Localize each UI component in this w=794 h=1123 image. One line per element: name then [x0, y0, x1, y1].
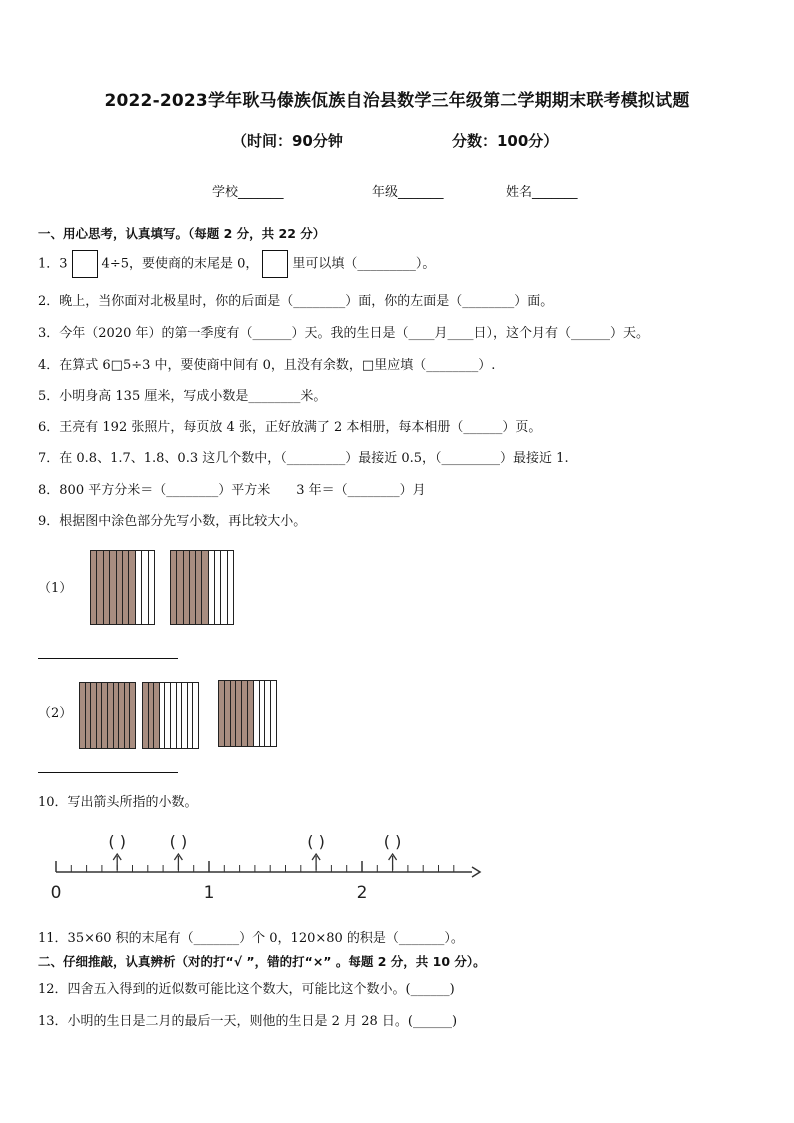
axis-label: 2 [356, 883, 368, 903]
question-2: 2．晚上，当你面对北极星时，你的后面是（________）面，你的左面是（________）面。 [38, 294, 554, 309]
shaded-strip [130, 683, 135, 748]
question-3: 3．今年（2020 年）的第一季度有（______）天。我的生日是（____月____日），这个月有（______）天。 [38, 326, 649, 341]
answer-line [38, 658, 178, 659]
question-11: 11．35×60 积的末尾有（_______）个 0，120×80 的积是（_______）。 [38, 931, 464, 946]
page-title: 2022-2023学年耿马傣族佤族自治县数学三年级第二学期期末联考模拟试题 [104, 91, 690, 111]
axis-arrowhead [472, 867, 480, 877]
shaded-grid-figure [90, 550, 155, 625]
question-12: 12．四舍五入得到的近似数可能比这个数大，可能比这个数小。(______) [38, 982, 455, 997]
part-2-label: （2） [38, 706, 73, 721]
section-1-heading: 一、用心思考，认真填写。（每题 2 分，共 22 分） [38, 226, 326, 241]
blank-box [262, 250, 288, 278]
question-1-middle: 4÷5，要使商的末尾是 0， [101, 256, 259, 272]
part-1-label: （1） [38, 581, 73, 596]
section-2-heading: 二、仔细推敲，认真辨析（对的打“√ ”，错的打“×” 。每题 2 分，共 10 分）。 [38, 954, 486, 969]
shaded-grid-figure [170, 550, 234, 625]
exam-score: 分数：100分） [452, 132, 559, 150]
blank-strip [193, 683, 198, 748]
blank-strip [271, 681, 276, 746]
answer-parentheses: ( ) [307, 832, 325, 851]
axis-label: 0 [50, 883, 62, 903]
question-13: 13．小明的生日是二月的最后一天，则他的生日是 2 月 28 日。(______) [38, 1014, 458, 1029]
shaded-grid-figure [142, 682, 199, 749]
question-1 [38, 250, 435, 278]
question-1-prefix: 1．3 [38, 256, 68, 272]
question-6: 6．王亮有 192 张照片，每页放 4 张，正好放满了 2 本相册，每本相册（______）页。 [38, 420, 542, 435]
question-7: 7．在 0.8、1.7、1.8、0.3 这几个数中，（_________）最接近 0.5，（_________）最接近 1. [38, 451, 569, 466]
question-4: 4．在算式 6□5÷3 中，要使商中间有 0，且没有余数，□里应填（________）. [38, 358, 496, 373]
question-1-suffix: 里可以填（_________）。 [292, 256, 436, 272]
question-9: 9．根据图中涂色部分先写小数，再比较大小。 [38, 514, 307, 529]
question-5: 5．小明身高 135 厘米，写成小数是________米。 [38, 389, 327, 404]
answer-line [38, 772, 178, 773]
answer-parentheses: ( ) [169, 832, 188, 851]
answer-parentheses: ( ) [108, 832, 126, 851]
exam-time: （时间：90分钟 [232, 132, 343, 150]
name-field: 姓名_______ [506, 185, 578, 200]
number-line [40, 826, 485, 904]
school-field: 学校_______ [212, 185, 284, 200]
shaded-grid-figure [79, 682, 136, 749]
shaded-grid-figure [218, 680, 277, 747]
question-8: 8．800 平方分米＝（________）平方米 3 年＝（________）月 [38, 483, 426, 498]
blank-strip [228, 551, 233, 624]
grade-field: 年级_______ [372, 185, 444, 200]
blank-strip [149, 551, 154, 624]
axis-label: 1 [203, 883, 215, 903]
answer-parentheses: ( ) [383, 832, 402, 851]
blank-box [72, 250, 98, 278]
question-10: 10．写出箭头所指的小数。 [38, 795, 198, 810]
